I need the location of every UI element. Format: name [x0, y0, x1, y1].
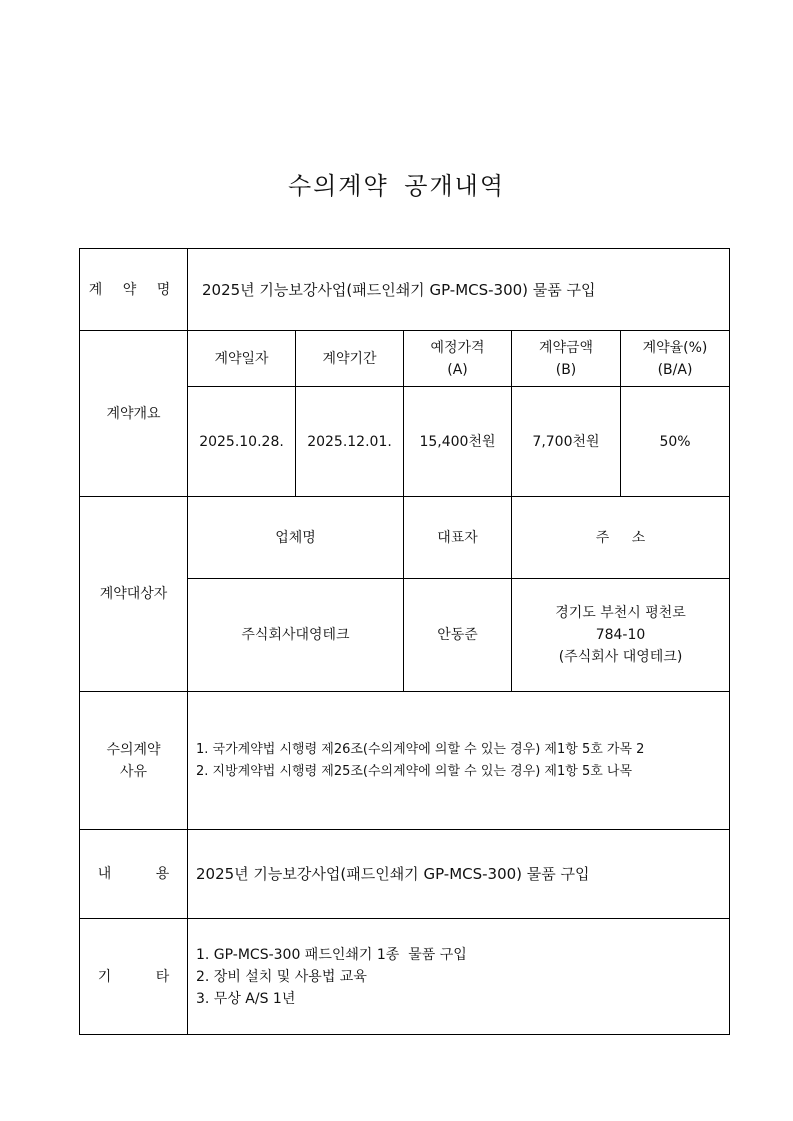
content-label: 내 용	[80, 830, 188, 919]
company-name: 주식회사대영테크	[188, 579, 404, 692]
list-item: 3. 무상 A/S 1년	[196, 990, 296, 1007]
list-item: 2. 장비 설치 및 사용법 교육	[196, 968, 367, 985]
contract-name-value: 2025년 기능보강사업(패드인쇄기 GP-MCS-300) 물품 구입	[188, 249, 730, 331]
etc-label: 기 타	[80, 919, 188, 1035]
header-estimated-price: 예정가격 (A)	[404, 331, 512, 387]
value-estimated-price: 15,400천원	[404, 387, 512, 497]
reason-label: 수의계약 사유	[80, 692, 188, 830]
list-item: 1. GP-MCS-300 패드인쇄기 1종 물품 구입	[196, 946, 467, 963]
value-contract-period: 2025.12.01.	[296, 387, 404, 497]
contract-name-label: 계 약 명	[80, 249, 188, 331]
value-contract-date: 2025.10.28.	[188, 387, 296, 497]
overview-label: 계약개요	[80, 331, 188, 497]
header-contract-period: 계약기간	[296, 331, 404, 387]
company-address: 경기도 부천시 평천로 784-10 (주식회사 대영테크)	[512, 579, 730, 692]
content-value: 2025년 기능보강사업(패드인쇄기 GP-MCS-300) 물품 구입	[188, 830, 730, 919]
header-contract-date: 계약일자	[188, 331, 296, 387]
header-contract-amount: 계약금액 (B)	[512, 331, 621, 387]
page-title: 수의계약 공개내역	[287, 172, 506, 200]
value-contract-amount: 7,700천원	[512, 387, 621, 497]
value-contract-rate: 50%	[621, 387, 730, 497]
party-label: 계약대상자	[80, 497, 188, 692]
header-representative: 대표자	[404, 497, 512, 579]
reason-list	[188, 692, 730, 830]
header-address: 주 소	[512, 497, 730, 579]
header-contract-rate: 계약율(%) (B/A)	[621, 331, 730, 387]
disclosure-table	[79, 248, 730, 1035]
header-company: 업체명	[188, 497, 404, 579]
list-item: 2. 지방계약법 시행령 제25조(수의계약에 의할 수 있는 경우) 제1항 5호 나목	[196, 763, 633, 779]
list-item: 1. 국가계약법 시행령 제26조(수의계약에 의할 수 있는 경우) 제1항 5호 가목 2	[196, 741, 645, 757]
etc-list	[188, 919, 730, 1035]
representative-name: 안동준	[404, 579, 512, 692]
